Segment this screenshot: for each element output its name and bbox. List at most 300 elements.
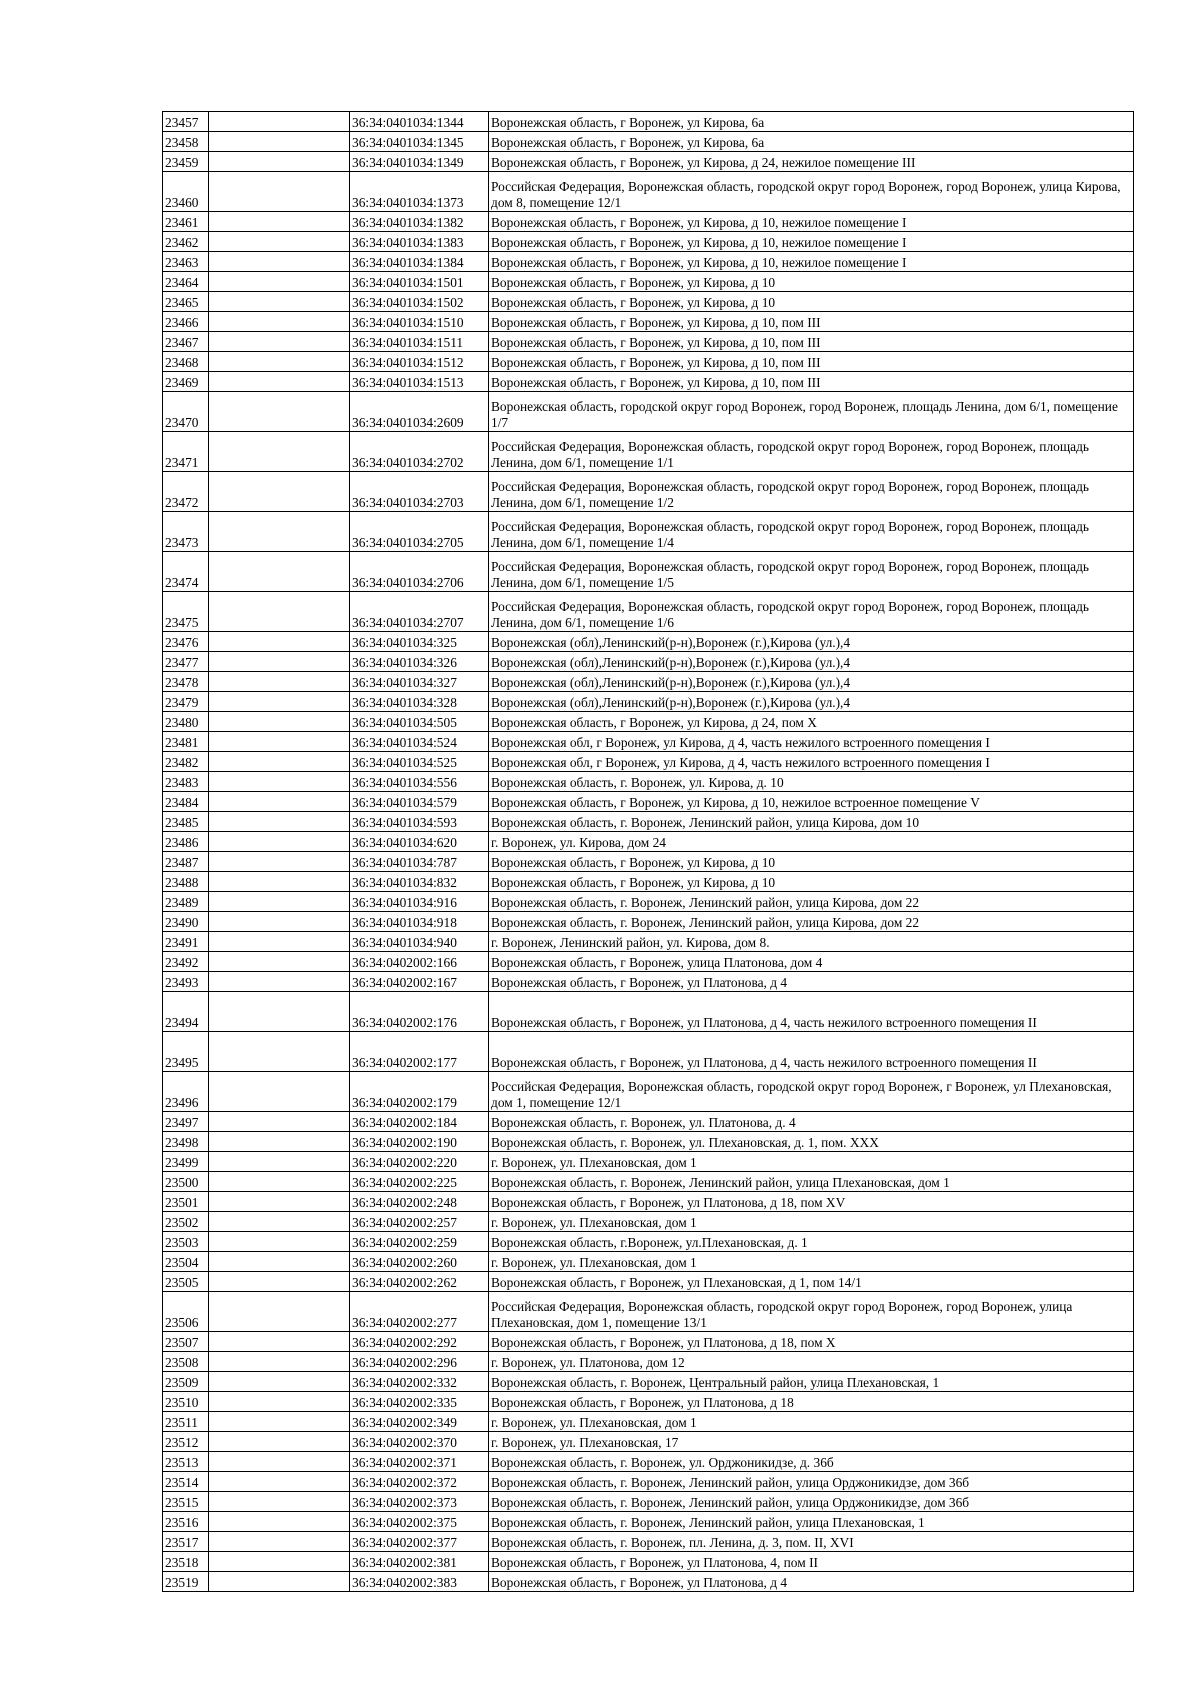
cadastral-number-cell: 36:34:0401034:1345	[350, 132, 489, 152]
row-number-cell: 23498	[163, 1132, 209, 1152]
row-number-cell: 23486	[163, 832, 209, 852]
row-number-cell: 23514	[163, 1472, 209, 1492]
cadastral-number-cell: 36:34:0401034:505	[350, 712, 489, 732]
table-row	[163, 1432, 1134, 1452]
address-cell: Воронежская область, г Воронеж, ул Платонова, д 18	[489, 1392, 1134, 1412]
table-row	[163, 592, 1134, 632]
empty-cell	[209, 272, 350, 292]
empty-cell	[209, 232, 350, 252]
address-cell: г. Воронеж, ул. Плехановская, 17	[489, 1432, 1134, 1452]
cadastral-number-cell: 36:34:0401034:1344	[350, 112, 489, 132]
empty-cell	[209, 212, 350, 232]
address-cell: г. Воронеж, Ленинский район, ул. Кирова, дом 8.	[489, 932, 1134, 952]
address-cell: Воронежская область, г. Воронеж, Ленинский район, улица Орджоникидзе, дом 36б	[489, 1472, 1134, 1492]
empty-cell	[209, 1272, 350, 1292]
address-cell: г. Воронеж, ул. Плехановская, дом 1	[489, 1412, 1134, 1432]
row-number-cell: 23510	[163, 1392, 209, 1412]
row-number-cell: 23460	[163, 172, 209, 212]
address-cell: Воронежская область, г Воронеж, ул Платонова, д 4	[489, 1572, 1134, 1592]
cadastral-number-cell: 36:34:0401034:2707	[350, 592, 489, 632]
row-number-cell: 23459	[163, 152, 209, 172]
empty-cell	[209, 332, 350, 352]
cadastral-number-cell: 36:34:0401034:787	[350, 852, 489, 872]
cadastral-number-cell: 36:34:0401034:620	[350, 832, 489, 852]
empty-cell	[209, 112, 350, 132]
cadastral-number-cell: 36:34:0401034:556	[350, 772, 489, 792]
address-cell: Воронежская область, городской округ город Воронеж, город Воронеж, площадь Ленина, дом 6/1, помещение 1/7	[489, 392, 1134, 432]
table-row	[163, 1452, 1134, 1472]
table-row	[163, 332, 1134, 352]
row-number-cell: 23464	[163, 272, 209, 292]
row-number-cell: 23485	[163, 812, 209, 832]
cadastral-number-cell: 36:34:0402002:383	[350, 1572, 489, 1592]
table-row	[163, 632, 1134, 652]
table-row	[163, 372, 1134, 392]
row-number-cell: 23467	[163, 332, 209, 352]
address-cell: Воронежская область, г. Воронеж, ул. Плехановская, д. 1, пом. XXX	[489, 1132, 1134, 1152]
cadastral-number-cell: 36:34:0401034:1510	[350, 312, 489, 332]
cadastral-number-cell: 36:34:0401034:1383	[350, 232, 489, 252]
address-cell: Воронежская область, г. Воронеж, Ленинский район, улица Кирова, дом 22	[489, 892, 1134, 912]
table-row	[163, 1192, 1134, 1212]
row-number-cell: 23499	[163, 1152, 209, 1172]
row-number-cell: 23500	[163, 1172, 209, 1192]
address-cell: Российская Федерация, Воронежская область, городской округ город Воронеж, город Воронеж, площадь Ленина, дом 6/1, помещение 1/6	[489, 592, 1134, 632]
row-number-cell: 23501	[163, 1192, 209, 1212]
address-cell: Воронежская область, г. Воронеж, Ленинский район, улица Орджоникидзе, дом 36б	[489, 1492, 1134, 1512]
row-number-cell: 23458	[163, 132, 209, 152]
table-row	[163, 1252, 1134, 1272]
table-row	[163, 1232, 1134, 1252]
row-number-cell: 23488	[163, 872, 209, 892]
empty-cell	[209, 552, 350, 592]
empty-cell	[209, 852, 350, 872]
table-row	[163, 252, 1134, 272]
address-cell: Воронежская область, г Воронеж, ул Кирова, д 24, нежилое помещение III	[489, 152, 1134, 172]
table-row	[163, 172, 1134, 212]
table-row	[163, 852, 1134, 872]
empty-cell	[209, 252, 350, 272]
empty-cell	[209, 1152, 350, 1172]
address-cell: Российская Федерация, Воронежская область, городской округ город Воронеж, город Воронеж, площадь Ленина, дом 6/1, помещение 1/4	[489, 512, 1134, 552]
empty-cell	[209, 772, 350, 792]
address-cell: Воронежская область, г. Воронеж, пл. Ленина, д. 3, пом. II, XVI	[489, 1532, 1134, 1552]
empty-cell	[209, 832, 350, 852]
address-cell: Российская Федерация, Воронежская область, городской округ город Воронеж, город Воронеж, улица Кирова, дом 8, помещение 12/1	[489, 172, 1134, 212]
cadastral-number-cell: 36:34:0401034:328	[350, 692, 489, 712]
empty-cell	[209, 932, 350, 952]
cadastral-number-cell: 36:34:0402002:166	[350, 952, 489, 972]
registry-body	[163, 112, 1134, 1592]
empty-cell	[209, 912, 350, 932]
table-row	[163, 1132, 1134, 1152]
table-row	[163, 1572, 1134, 1592]
row-number-cell: 23489	[163, 892, 209, 912]
empty-cell	[209, 712, 350, 732]
address-cell: Воронежская область, г Воронеж, ул Платонова, д 18, пом X	[489, 1332, 1134, 1352]
address-cell: Воронежская область, г. Воронеж, ул. Платонова, д. 4	[489, 1112, 1134, 1132]
cadastral-number-cell: 36:34:0402002:248	[350, 1192, 489, 1212]
address-cell: Воронежская область, г Воронеж, ул Кирова, д 10, пом III	[489, 332, 1134, 352]
cadastral-number-cell: 36:34:0401034:940	[350, 932, 489, 952]
row-number-cell: 23462	[163, 232, 209, 252]
cadastral-number-cell: 36:34:0401034:1501	[350, 272, 489, 292]
address-cell: Воронежская область, г Воронеж, ул Плехановская, д 1, пом 14/1	[489, 1272, 1134, 1292]
address-cell: Воронежская область, г Воронеж, ул Кирова, д 10, нежилое помещение I	[489, 232, 1134, 252]
address-cell: Воронежская область, г Воронеж, ул Кирова, 6а	[489, 112, 1134, 132]
cadastral-number-cell: 36:34:0401034:2609	[350, 392, 489, 432]
address-cell: Воронежская область, г. Воронеж, Ленинский район, улица Плехановская, 1	[489, 1512, 1134, 1532]
row-number-cell: 23466	[163, 312, 209, 332]
address-cell: Воронежская область, г Воронеж, ул Платонова, д 4, часть нежилого встроенного помещения II	[489, 1032, 1134, 1072]
address-cell: Воронежская область, г.Воронеж, ул.Плехановская, д. 1	[489, 1232, 1134, 1252]
address-cell: г. Воронеж, ул. Плехановская, дом 1	[489, 1212, 1134, 1232]
empty-cell	[209, 992, 350, 1032]
cadastral-number-cell: 36:34:0401034:1502	[350, 292, 489, 312]
table-row	[163, 692, 1134, 712]
address-cell: Воронежская обл, г Воронеж, ул Кирова, д 4, часть нежилого встроенного помещения I	[489, 752, 1134, 772]
cadastral-number-cell: 36:34:0402002:184	[350, 1112, 489, 1132]
row-number-cell: 23502	[163, 1212, 209, 1232]
address-cell: Воронежская (обл),Ленинский(р-н),Воронеж (г.),Кирова (ул.),4	[489, 652, 1134, 672]
cadastral-number-cell: 36:34:0401034:2702	[350, 432, 489, 472]
row-number-cell: 23504	[163, 1252, 209, 1272]
table-row	[163, 752, 1134, 772]
row-number-cell: 23484	[163, 792, 209, 812]
cadastral-number-cell: 36:34:0401034:2706	[350, 552, 489, 592]
row-number-cell: 23471	[163, 432, 209, 472]
empty-cell	[209, 1552, 350, 1572]
table-row	[163, 512, 1134, 552]
cadastral-number-cell: 36:34:0401034:1511	[350, 332, 489, 352]
cadastral-number-cell: 36:34:0402002:220	[350, 1152, 489, 1172]
row-number-cell: 23519	[163, 1572, 209, 1592]
address-cell: Воронежская область, г Воронеж, ул Кирова, д 10, пом III	[489, 372, 1134, 392]
address-cell: Российская Федерация, Воронежская область, городской округ город Воронеж, город Воронеж, площадь Ленина, дом 6/1, помещение 1/5	[489, 552, 1134, 592]
cadastral-number-cell: 36:34:0402002:296	[350, 1352, 489, 1372]
table-row	[163, 1332, 1134, 1352]
table-row	[163, 792, 1134, 812]
row-number-cell: 23469	[163, 372, 209, 392]
table-row	[163, 212, 1134, 232]
address-cell: г. Воронеж, ул. Плехановская, дом 1	[489, 1252, 1134, 1272]
cadastral-number-cell: 36:34:0402002:381	[350, 1552, 489, 1572]
empty-cell	[209, 1352, 350, 1372]
empty-cell	[209, 732, 350, 752]
cadastral-number-cell: 36:34:0402002:260	[350, 1252, 489, 1272]
empty-cell	[209, 692, 350, 712]
cadastral-number-cell: 36:34:0401034:1373	[350, 172, 489, 212]
cadastral-number-cell: 36:34:0402002:179	[350, 1072, 489, 1112]
cadastral-number-cell: 36:34:0402002:277	[350, 1292, 489, 1332]
table-row	[163, 152, 1134, 172]
address-cell: Воронежская (обл),Ленинский(р-н),Воронеж (г.),Кирова (ул.),4	[489, 672, 1134, 692]
table-row	[163, 1552, 1134, 1572]
cadastral-number-cell: 36:34:0402002:370	[350, 1432, 489, 1452]
cadastral-number-cell: 36:34:0402002:262	[350, 1272, 489, 1292]
cadastral-number-cell: 36:34:0402002:292	[350, 1332, 489, 1352]
empty-cell	[209, 672, 350, 692]
row-number-cell: 23472	[163, 472, 209, 512]
row-number-cell: 23491	[163, 932, 209, 952]
empty-cell	[209, 312, 350, 332]
row-number-cell: 23496	[163, 1072, 209, 1112]
cadastral-number-cell: 36:34:0401034:1513	[350, 372, 489, 392]
row-number-cell: 23513	[163, 1452, 209, 1472]
empty-cell	[209, 1412, 350, 1432]
row-number-cell: 23483	[163, 772, 209, 792]
address-cell: г. Воронеж, ул. Плехановская, дом 1	[489, 1152, 1134, 1172]
cadastral-number-cell: 36:34:0402002:373	[350, 1492, 489, 1512]
address-cell: Воронежская (обл),Ленинский(р-н),Воронеж (г.),Кирова (ул.),4	[489, 632, 1134, 652]
row-number-cell: 23480	[163, 712, 209, 732]
address-cell: Воронежская область, г Воронеж, ул Кирова, д 10, нежилое помещение I	[489, 212, 1134, 232]
empty-cell	[209, 1292, 350, 1332]
table-row	[163, 1152, 1134, 1172]
address-cell: Воронежская область, г Воронеж, ул Кирова, д 10	[489, 292, 1134, 312]
table-row	[163, 1532, 1134, 1552]
address-cell: Воронежская область, г. Воронеж, Ленинский район, улица Кирова, дом 10	[489, 812, 1134, 832]
empty-cell	[209, 1332, 350, 1352]
cadastral-number-cell: 36:34:0401034:1384	[350, 252, 489, 272]
cadastral-number-cell: 36:34:0402002:167	[350, 972, 489, 992]
table-row	[163, 1412, 1134, 1432]
empty-cell	[209, 892, 350, 912]
cadastral-number-cell: 36:34:0402002:332	[350, 1372, 489, 1392]
empty-cell	[209, 592, 350, 632]
row-number-cell: 23476	[163, 632, 209, 652]
address-cell: Российская Федерация, Воронежская область, городской округ город Воронеж, город Воронеж, улица Плехановская, дом 1, помещение 13/1	[489, 1292, 1134, 1332]
address-cell: Воронежская область, г. Воронеж, Ленинский район, улица Кирова, дом 22	[489, 912, 1134, 932]
empty-cell	[209, 1432, 350, 1452]
empty-cell	[209, 1472, 350, 1492]
address-cell: Воронежская область, г Воронеж, ул Платонова, д 4	[489, 972, 1134, 992]
table-row	[163, 432, 1134, 472]
address-cell: г. Воронеж, ул. Кирова, дом 24	[489, 832, 1134, 852]
address-cell: Воронежская область, г Воронеж, ул Кирова, д 10	[489, 272, 1134, 292]
table-row	[163, 1212, 1134, 1232]
row-number-cell: 23505	[163, 1272, 209, 1292]
address-cell: Воронежская (обл),Ленинский(р-н),Воронеж (г.),Кирова (ул.),4	[489, 692, 1134, 712]
row-number-cell: 23493	[163, 972, 209, 992]
row-number-cell: 23481	[163, 732, 209, 752]
table-row	[163, 552, 1134, 592]
cadastral-number-cell: 36:34:0401034:327	[350, 672, 489, 692]
table-row	[163, 1512, 1134, 1532]
empty-cell	[209, 392, 350, 432]
table-row	[163, 1472, 1134, 1492]
address-cell: Воронежская область, г. Воронеж, ул. Кирова, д. 10	[489, 772, 1134, 792]
row-number-cell: 23465	[163, 292, 209, 312]
row-number-cell: 23511	[163, 1412, 209, 1432]
row-number-cell: 23497	[163, 1112, 209, 1132]
empty-cell	[209, 1132, 350, 1152]
empty-cell	[209, 372, 350, 392]
cadastral-number-cell: 36:34:0402002:225	[350, 1172, 489, 1192]
row-number-cell: 23518	[163, 1552, 209, 1572]
cadastral-number-cell: 36:34:0401034:2703	[350, 472, 489, 512]
empty-cell	[209, 1172, 350, 1192]
empty-cell	[209, 152, 350, 172]
cadastral-number-cell: 36:34:0402002:177	[350, 1032, 489, 1072]
cadastral-number-cell: 36:34:0401034:579	[350, 792, 489, 812]
table-row	[163, 392, 1134, 432]
empty-cell	[209, 872, 350, 892]
address-cell: г. Воронеж, ул. Платонова, дом 12	[489, 1352, 1134, 1372]
table-row	[163, 992, 1134, 1032]
table-row	[163, 1292, 1134, 1332]
table-row	[163, 672, 1134, 692]
table-row	[163, 772, 1134, 792]
address-cell: Воронежская область, г Воронеж, ул Кирова, д 10	[489, 852, 1134, 872]
address-cell: Воронежская область, г Воронеж, ул Кирова, 6а	[489, 132, 1134, 152]
row-number-cell: 23495	[163, 1032, 209, 1072]
empty-cell	[209, 812, 350, 832]
empty-cell	[209, 512, 350, 552]
table-row	[163, 1172, 1134, 1192]
empty-cell	[209, 652, 350, 672]
table-row	[163, 832, 1134, 852]
empty-cell	[209, 1212, 350, 1232]
row-number-cell: 23474	[163, 552, 209, 592]
cadastral-number-cell: 36:34:0402002:335	[350, 1392, 489, 1412]
row-number-cell: 23457	[163, 112, 209, 132]
empty-cell	[209, 1372, 350, 1392]
table-row	[163, 272, 1134, 292]
table-row	[163, 1372, 1134, 1392]
row-number-cell: 23512	[163, 1432, 209, 1452]
row-number-cell: 23470	[163, 392, 209, 432]
row-number-cell: 23503	[163, 1232, 209, 1252]
cadastral-number-cell: 36:34:0402002:176	[350, 992, 489, 1032]
row-number-cell: 23477	[163, 652, 209, 672]
empty-cell	[209, 1512, 350, 1532]
table-row	[163, 812, 1134, 832]
address-cell: Российская Федерация, Воронежская область, городской округ город Воронеж, город Воронеж, площадь Ленина, дом 6/1, помещение 1/1	[489, 432, 1134, 472]
row-number-cell: 23479	[163, 692, 209, 712]
empty-cell	[209, 132, 350, 152]
address-cell: Воронежская область, г Воронеж, ул Кирова, д 10	[489, 872, 1134, 892]
empty-cell	[209, 1112, 350, 1132]
row-number-cell: 23461	[163, 212, 209, 232]
cadastral-number-cell: 36:34:0402002:372	[350, 1472, 489, 1492]
empty-cell	[209, 1252, 350, 1272]
row-number-cell: 23478	[163, 672, 209, 692]
cadastral-number-cell: 36:34:0401034:1349	[350, 152, 489, 172]
table-row	[163, 732, 1134, 752]
row-number-cell: 23482	[163, 752, 209, 772]
cadastral-number-cell: 36:34:0402002:371	[350, 1452, 489, 1472]
empty-cell	[209, 1572, 350, 1592]
table-row	[163, 1032, 1134, 1072]
row-number-cell: 23507	[163, 1332, 209, 1352]
address-cell: Воронежская область, г Воронеж, ул Кирова, д 10, нежилое встроенное помещение V	[489, 792, 1134, 812]
cadastral-number-cell: 36:34:0402002:377	[350, 1532, 489, 1552]
table-row	[163, 472, 1134, 512]
cadastral-number-cell: 36:34:0401034:832	[350, 872, 489, 892]
empty-cell	[209, 1532, 350, 1552]
table-row	[163, 312, 1134, 332]
cadastral-number-cell: 36:34:0401034:524	[350, 732, 489, 752]
cadastral-number-cell: 36:34:0402002:375	[350, 1512, 489, 1532]
empty-cell	[209, 292, 350, 312]
table-row	[163, 872, 1134, 892]
row-number-cell: 23468	[163, 352, 209, 372]
cadastral-number-cell: 36:34:0401034:1512	[350, 352, 489, 372]
row-number-cell: 23490	[163, 912, 209, 932]
empty-cell	[209, 1072, 350, 1112]
table-row	[163, 1272, 1134, 1292]
empty-cell	[209, 1452, 350, 1472]
table-row	[163, 132, 1134, 152]
row-number-cell: 23506	[163, 1292, 209, 1332]
empty-cell	[209, 172, 350, 212]
table-row	[163, 352, 1134, 372]
row-number-cell: 23515	[163, 1492, 209, 1512]
empty-cell	[209, 952, 350, 972]
row-number-cell: 23516	[163, 1512, 209, 1532]
row-number-cell: 23492	[163, 952, 209, 972]
table-row	[163, 1112, 1134, 1132]
table-row	[163, 912, 1134, 932]
empty-cell	[209, 972, 350, 992]
table-row	[163, 1392, 1134, 1412]
row-number-cell: 23473	[163, 512, 209, 552]
empty-cell	[209, 752, 350, 772]
empty-cell	[209, 472, 350, 512]
address-cell: Воронежская область, г Воронеж, ул Платонова, 4, пом II	[489, 1552, 1134, 1572]
address-cell: Воронежская область, г Воронеж, ул Кирова, д 10, пом III	[489, 312, 1134, 332]
address-cell: Воронежская область, г Воронеж, ул Платонова, д 4, часть нежилого встроенного помещения II	[489, 992, 1134, 1032]
address-cell: Воронежская область, г Воронеж, ул Кирова, д 24, пом X	[489, 712, 1134, 732]
row-number-cell: 23494	[163, 992, 209, 1032]
cadastral-number-cell: 36:34:0401034:326	[350, 652, 489, 672]
address-cell: Воронежская область, г. Воронеж, ул. Орджоникидзе, д. 36б	[489, 1452, 1134, 1472]
address-cell: Воронежская область, г Воронеж, ул Кирова, д 10, пом III	[489, 352, 1134, 372]
table-row	[163, 892, 1134, 912]
cadastral-number-cell: 36:34:0401034:1382	[350, 212, 489, 232]
address-cell: Воронежская обл, г Воронеж, ул Кирова, д 4, часть нежилого встроенного помещения I	[489, 732, 1134, 752]
row-number-cell: 23463	[163, 252, 209, 272]
cadastral-number-cell: 36:34:0401034:916	[350, 892, 489, 912]
table-row	[163, 112, 1134, 132]
registry-table	[162, 111, 1134, 1592]
table-row	[163, 1492, 1134, 1512]
row-number-cell: 23508	[163, 1352, 209, 1372]
cadastral-number-cell: 36:34:0401034:325	[350, 632, 489, 652]
empty-cell	[209, 632, 350, 652]
address-cell: Воронежская область, г Воронеж, улица Платонова, дом 4	[489, 952, 1134, 972]
address-cell: Российская Федерация, Воронежская область, городской округ город Воронеж, г Воронеж, ул Плехановская, дом 1, помещение 12/1	[489, 1072, 1134, 1112]
cadastral-number-cell: 36:34:0401034:525	[350, 752, 489, 772]
table-row	[163, 652, 1134, 672]
empty-cell	[209, 1492, 350, 1512]
table-row	[163, 932, 1134, 952]
row-number-cell: 23517	[163, 1532, 209, 1552]
cadastral-number-cell: 36:34:0401034:2705	[350, 512, 489, 552]
table-row	[163, 712, 1134, 732]
table-row	[163, 1352, 1134, 1372]
table-row	[163, 292, 1134, 312]
address-cell: Воронежская область, г. Воронеж, Центральный район, улица Плехановская, 1	[489, 1372, 1134, 1392]
cadastral-number-cell: 36:34:0402002:349	[350, 1412, 489, 1432]
cadastral-number-cell: 36:34:0402002:259	[350, 1232, 489, 1252]
empty-cell	[209, 352, 350, 372]
row-number-cell: 23475	[163, 592, 209, 632]
table-row	[163, 972, 1134, 992]
empty-cell	[209, 1032, 350, 1072]
cadastral-number-cell: 36:34:0401034:593	[350, 812, 489, 832]
